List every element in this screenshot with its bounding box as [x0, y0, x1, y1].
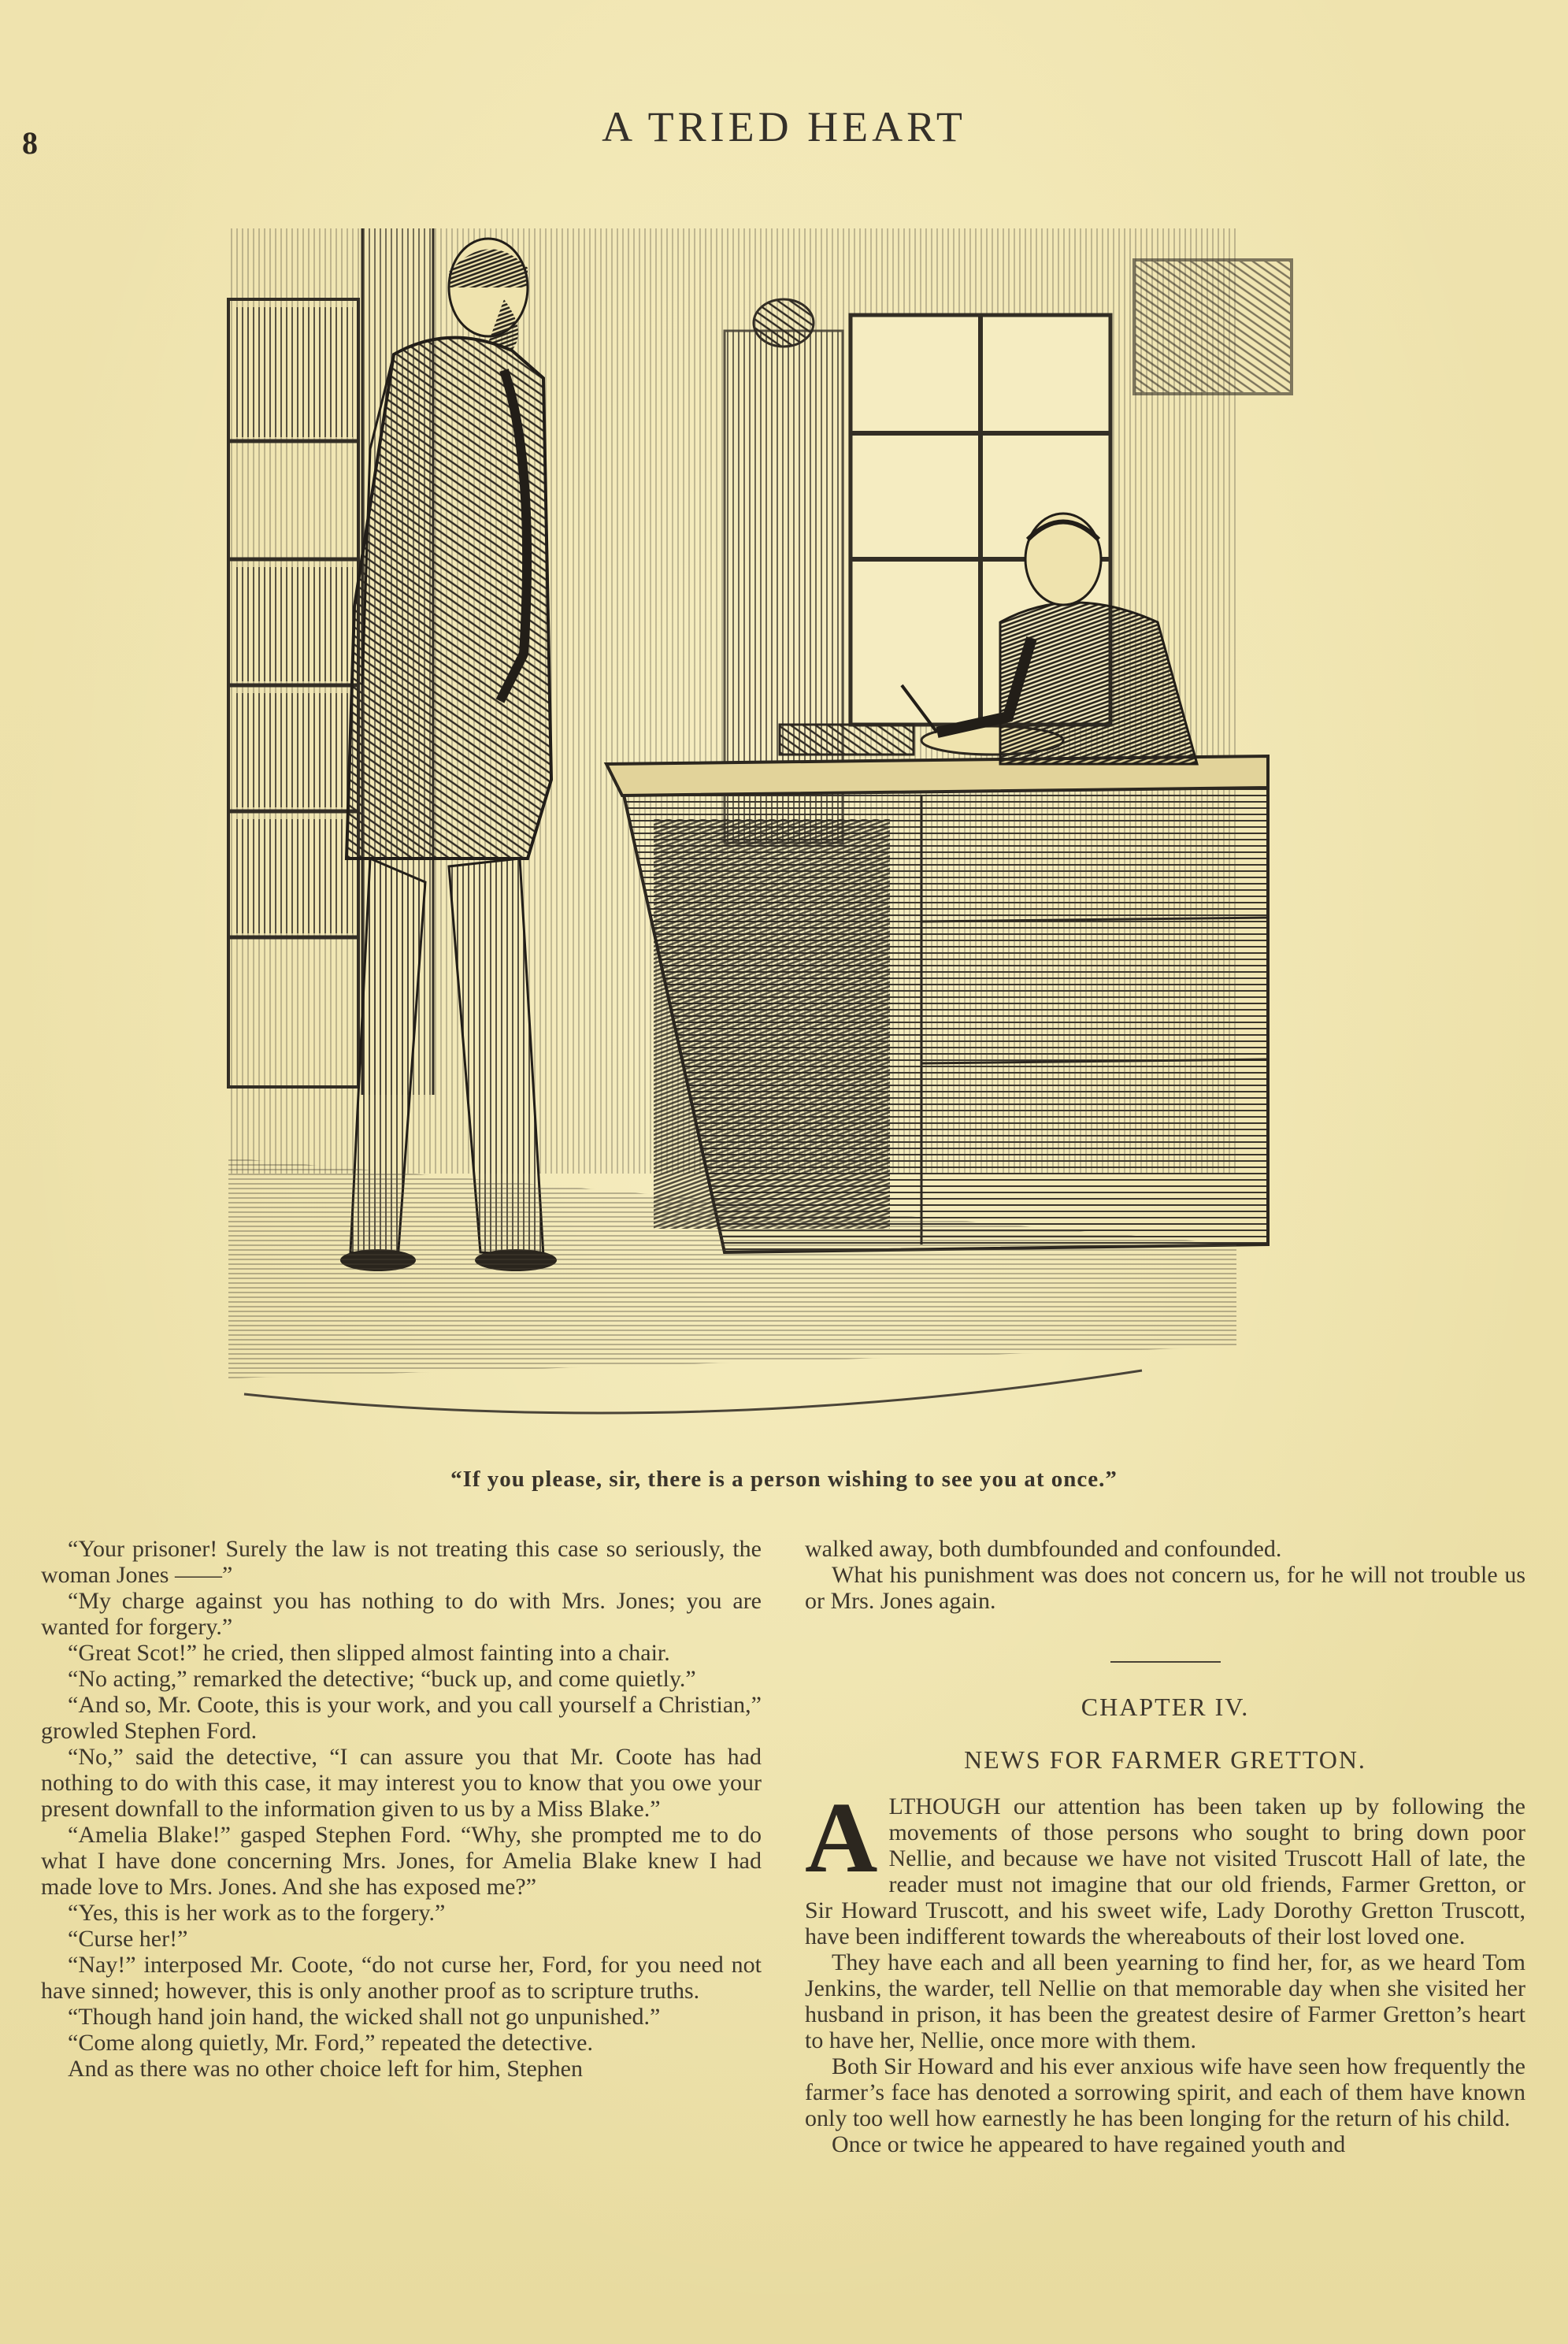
paragraph: “Though hand join hand, the wicked shall not go unpunished.” [68, 2004, 661, 2030]
drop-cap: A [805, 1782, 878, 1893]
paragraph: walked away, both dumbfounded and confounded. [805, 1536, 1282, 1562]
paragraph: “Curse her!” [68, 1926, 188, 1952]
chapter-opening-paragraph [805, 1782, 1525, 1949]
paragraph: “No acting,” remarked the detective; “buck up, and come quietly.” [68, 1666, 696, 1692]
right-text-column [805, 1536, 1525, 2157]
paragraph: “Nay!” interposed Mr. Coote, “do not curse her, Ford, for you need not have sinned; however, this is only another proof as to scripture truths. [41, 1952, 762, 2004]
chapter-title: NEWS FOR FARMER GRETTON. [964, 1745, 1366, 1774]
paragraph: They have each and all been yearning to find her, for, as we heard Tom Jenkins, the warder, tell Nellie on that memorable day when she visited her husband in prison, it has been the greatest desire of Farmer Gretton’s heart to have her, Nellie, once more with them. [805, 1949, 1525, 2053]
paragraph: “My charge against you has nothing to do with Mrs. Jones; you are wanted for forgery.” [41, 1588, 762, 1640]
desk [606, 725, 1268, 1252]
paragraph: “Yes, this is her work as to the forgery.” [68, 1900, 446, 1926]
paragraph: “Amelia Blake!” gasped Stephen Ford. “Why, she prompted me to do what I have done concerning Mrs. Jones, for Amelia Blake knew I had made love to Mrs. Jones. And she has exposed me?” [41, 1822, 762, 1900]
paragraph: “No,” said the detective, “I can assure you that Mr. Coote has had nothing to do with this case, it may interest you to know that you owe your present downfall to the information given to us by a Miss Blake.” [41, 1744, 762, 1822]
paragraph: “Your prisoner! Surely the law is not treating this case so seriously, the woman Jones ——” [41, 1536, 762, 1588]
chapter-number: CHAPTER IV. [1081, 1693, 1250, 1721]
left-text-column [41, 1536, 762, 2082]
paragraph: What his punishment was does not concern us, for he will not trouble us or Mrs. Jones again. [805, 1562, 1525, 1614]
paragraph: And as there was no other choice left for him, Stephen [68, 2056, 583, 2082]
opening-paragraph-text: LTHOUGH our attention has been taken up by following the movements of those persons who sought to bring down poor Nellie, and because we have not visited Truscott Hall of late, the reader must not imagine that our old friends, Farmer Gretton, or Sir Howard Truscott, and his sweet wife, Lady Dorothy Gretton Truscott, have been indifferent towards the whereabouts of their lost loved one. [805, 1793, 1525, 1949]
paragraph: “Great Scot!” he cried, then slipped almost fainting into a chair. [68, 1640, 670, 1666]
paragraph: “And so, Mr. Coote, this is your work, and you call yourself a Christian,” growled Stephen Ford. [41, 1692, 762, 1744]
paragraph: Once or twice he appeared to have regained youth and [832, 2131, 1346, 2157]
paragraph: Both Sir Howard and his ever anxious wife have seen how frequently the farmer’s face has denoted a sorrowing spirit, and each of them have known only too well how earnestly he has been longing for the return of his child. [805, 2053, 1525, 2131]
paragraph: “Come along quietly, Mr. Ford,” repeated the detective. [68, 2030, 594, 2056]
page-number: 8 [22, 125, 38, 161]
section-divider [1110, 1661, 1221, 1663]
illustration-caption: “If you please, sir, there is a person wishing to see you at once.” [450, 1467, 1118, 1492]
illustration-engraving [213, 213, 1299, 1457]
running-title: A TRIED HEART [602, 103, 966, 150]
